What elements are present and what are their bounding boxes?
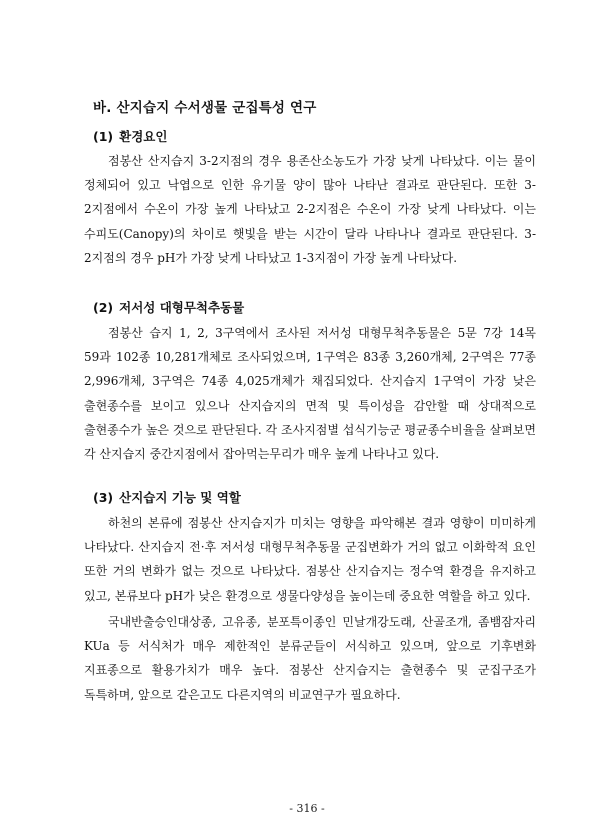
- paragraph-function-2: 국내반출승인대상종, 고유종, 분포특이종인 민날개강도래, 산골조개, 좀뱀잠자리 KUa 등 서식처가 매우 제한적인 분류군들이 서식하고 있으며, 앞으로 기후변화 지표종으로 활용가치가 매우 높다. 점봉산 산지습지는 출현종수 및 군집구조가 독특하며, 앞으로 같은고도 다른지역의 비교연구가 필요하다.: [84, 615, 536, 702]
- subsection-title: 산지습지 기능 및 역할: [119, 490, 241, 505]
- subsection-number: (3): [93, 490, 114, 505]
- subsection-heading-benthic: [93, 298, 244, 316]
- subsection-heading-function: [93, 488, 241, 506]
- page-number: - 316 -: [289, 802, 325, 815]
- subsection-number: (2): [93, 300, 114, 315]
- paragraph-environment: 점봉산 산지습지 3-2지점의 경우 용존산소농도가 가장 낮게 나타났다. 이는 물이 정체되어 있고 낙엽으로 인한 유기물 양이 많아 나타난 결과로 판단된다. 또한 3-2지점에서 수온이 가장 높게 나타났고 2-2지점은 수온이 가장 낮게 나타났다. 이는 수피도(Canopy)의 차이로 햇빛을 받는 시간이 달라 나타나나 결과로 판단된다. 3-2지점의 경우 pH가 가장 낮게 나타났고 1-3지점이 가장 높게 나타났다.: [84, 154, 536, 265]
- subsection-title: 환경요인: [119, 129, 168, 144]
- subsection-number: (1): [93, 129, 114, 144]
- subsection-title: 저서성 대형무척추동물: [119, 300, 245, 315]
- paragraph-benthic: 점봉산 습지 1, 2, 3구역에서 조사된 저서성 대형무척추동물은 5문 7강 14목 59과 102종 10,281개체로 조사되었으며, 1구역은 83종 3,260개체, 2구역은 77종 2,996개체, 3구역은 74종 4,025개체가 채집되었다. 산지습지 1구역이 가장 낮은 출현종수를 보이고 있으나 산지습지의 면적 및 특이성을 감안할 때 상대적으로 출현종수가 높은 것으로 판단된다. 각 조사지점별 섭식기능군 평균종수비율을 살펴보면 각 산지습지 중간지점에서 잡아먹는무리가 매우 높게 나타나고 있다.: [84, 326, 536, 462]
- subsection-heading-environment: [93, 127, 167, 145]
- paragraph-function-1: 하천의 본류에 점봉산 산지습지가 미치는 영향을 파악해본 결과 영향이 미미하게 나타났다. 산지습지 전·후 저서성 대형무척추동물 군집변화가 거의 없고 이화학적 요인 또한 거의 변화가 없는 것으로 나타났다. 점봉산 산지습지는 정수역 환경을 유지하고 있고, 본류보다 pH가 낮은 환경으로 생물다양성을 높이는데 중요한 역할을 하고 있다.: [84, 516, 536, 603]
- section-title: 바. 산지습지 수서생물 군집특성 연구: [93, 100, 317, 116]
